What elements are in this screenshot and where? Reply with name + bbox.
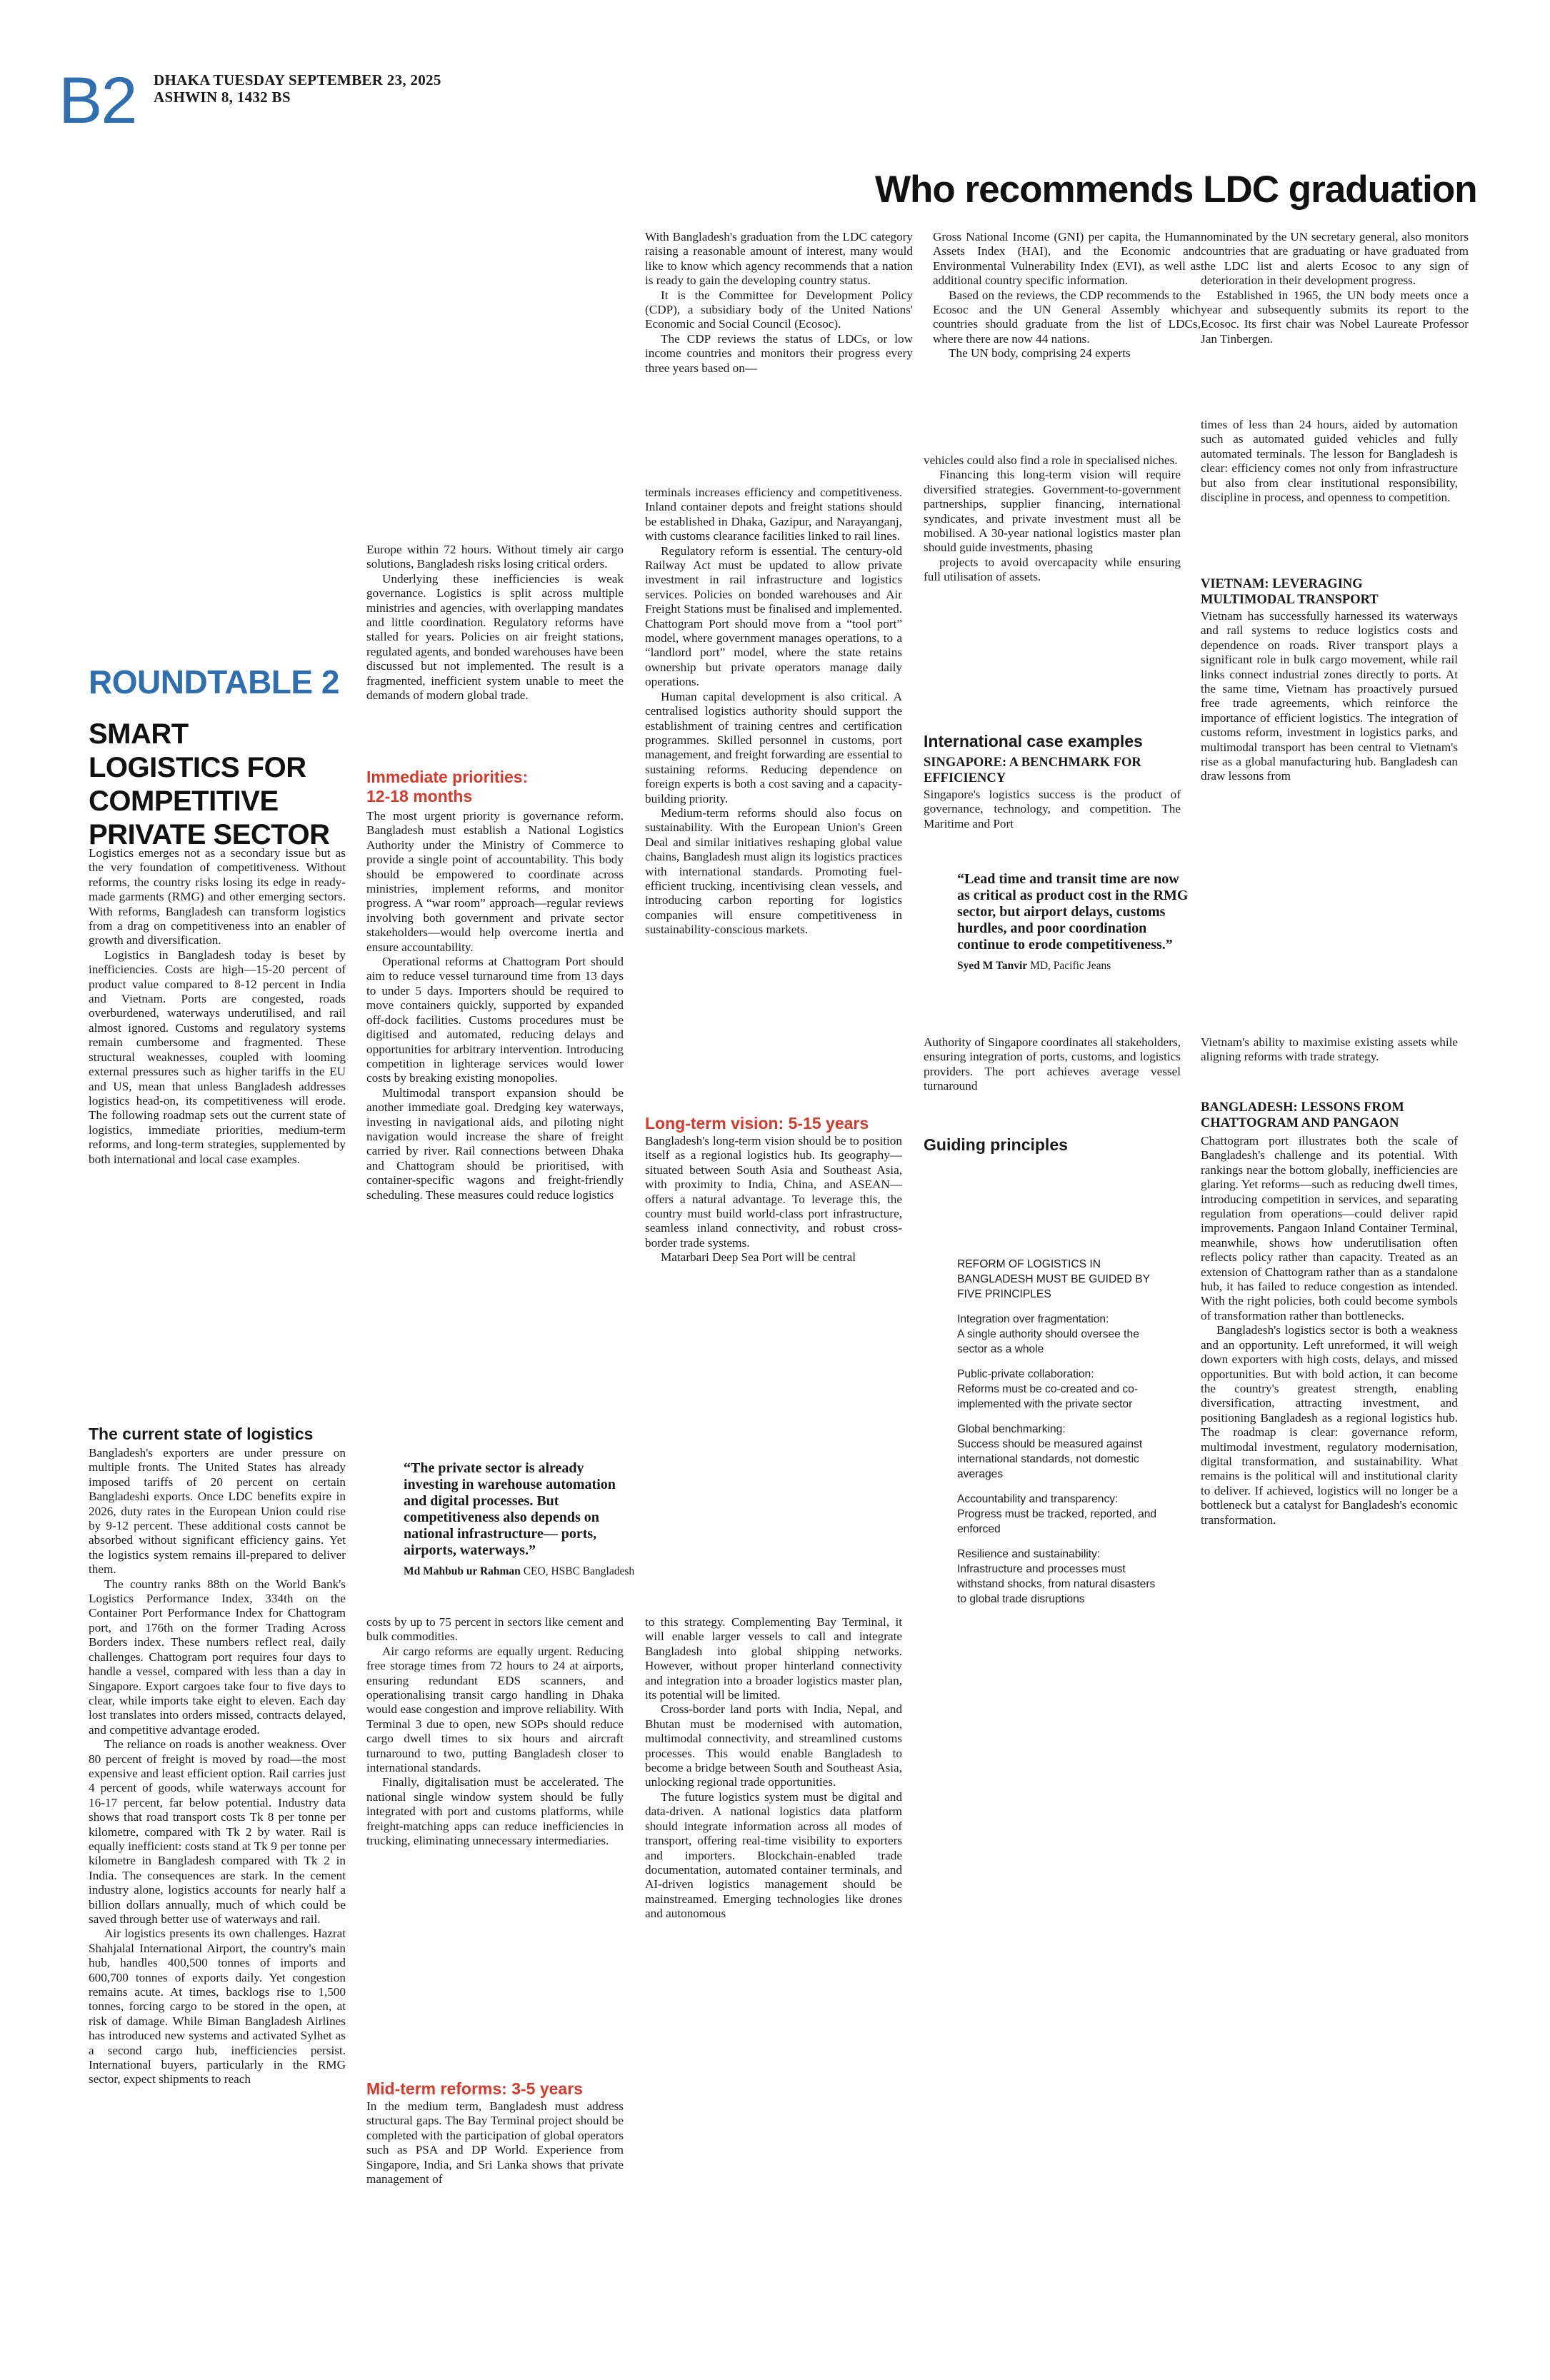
- principles-box: [957, 1257, 1164, 1617]
- principle-text: Success should be measured against international standards, not domestic averages: [957, 1438, 1143, 1480]
- midterm-text: [366, 2099, 624, 2186]
- story-col2-top: [366, 543, 624, 703]
- paragraph: Finally, digitalisation must be accelerated. The national single window system should be fully integrated with port and customs platforms, while freight-matching apps can reduce inefficiencies in trucking, eliminating unnecessary intermediaries.: [366, 1775, 624, 1848]
- paragraph: Air cargo reforms are equally urgent. Reducing free storage times from 72 hours to 24 at airports, ensuring redundant EDS scanners, and operationalising transit cargo handling in Dhaka would ease congestion and improve reliability. With Terminal 3 due to open, new SOPs should reduce cargo dwell times to six hours and aircraft turnaround to two, putting Bangladesh closer to international standards.: [366, 1644, 624, 1775]
- section-heading-longterm: Long-term vision: 5-15 years: [645, 1114, 869, 1133]
- paragraph: Europe within 72 hours. Without timely air cargo solutions, Bangladesh risks losing critical orders.: [366, 543, 624, 571]
- quote-attribution: [404, 1565, 639, 1579]
- current-state-text: [89, 1446, 346, 2087]
- paragraph: The future logistics system must be digital and data-driven. A national logistics data platform should integrate information across all modes of transport, offering real-time visibility to exporters and importers. Blockchain-enabled trade documentation, automated container terminals, and AI-driven logistics management should be mainstreamed. Emerging technologies like drones and autonomous: [645, 1789, 902, 1921]
- paragraph: Medium-term reforms should also focus on sustainability. With the European Union's Green Deal and similar initiatives reshaping global value chains, Bangladesh must align its logistics practices with international standards. Promoting fuel-efficient trucking, incentivising clean vessels, and introducing carbon reporting for logistics companies will ensure competitiveness in sustainability-conscious markets.: [645, 805, 902, 937]
- principle-label: Accountability and transparency:: [957, 1493, 1119, 1505]
- subheading-vietnam: VIETNAM: LEVERAGING MULTIMODAL TRANSPORT: [1201, 577, 1379, 607]
- paragraph: nominated by the UN secretary general, also monitors countries that are graduating or have graduated from the LDC list and alerts Ecosoc to any sign of deterioration in their development progress.: [1201, 230, 1469, 288]
- section-heading-immediate: [366, 768, 624, 806]
- vietnam-text: [1201, 609, 1458, 784]
- story-col5-top: [1201, 418, 1458, 505]
- dateline: [154, 71, 441, 106]
- immediate-text: [366, 809, 624, 1202]
- principles-title: REFORM OF LOGISTICS IN BANGLADESH MUST BE GUIDED BY FIVE PRINCIPLES: [957, 1258, 1150, 1300]
- principle-label: Global benchmarking:: [957, 1423, 1066, 1435]
- story-intro: [89, 846, 346, 1167]
- paragraph: Multimodal transport expansion should be another immediate goal. Dredging key waterways, investing in navigational aids, and piloting night navigation would increase the share of freight carried by river. Rail connections between Dhaka and Chattogram should be prioritised, with container-specific wagons and freight-friendly scheduling. These measures could reduce logistics: [366, 1085, 624, 1202]
- section-heading-midterm: Mid-term reforms: 3-5 years: [366, 2079, 583, 2098]
- paragraph: Operational reforms at Chattogram Port should aim to reduce vessel turnaround time from 13 days to under 5 days. Importers should be required to move containers quickly, supported by expanded off-dock facilities. Customs procedures must be digitised and automated, reducing delays and opportunities for arbitrary intervention. Introducing competition in lighterage services would lower costs by breaking existing monopolies.: [366, 955, 624, 1085]
- story-col5-mid: [1201, 1035, 1458, 1065]
- paragraph: The UN body, comprising 24 experts: [949, 346, 1131, 361]
- quote-text: “The private sector is already investing in warehouse automation and digital processes. But competitiveness also depends on national infrastructure— ports, airports, waterways.”: [404, 1460, 616, 1558]
- section-heading-guiding: Guiding principles: [924, 1135, 1068, 1154]
- quote-name: Md Mahbub ur Rahman: [404, 1565, 521, 1577]
- paragraph: Human capital development is also critical. A centralised logistics authority should support the establishment of training centres and certification programmes. Skilled personnel in customs, port management, and freight forwarding are essential to sustaining reforms. Reducing dependence on foreign experts is both a cost saving and a capacity-building priority.: [645, 689, 902, 805]
- paragraph: The CDP reviews the status of LDCs, or low income countries and monitors their progress every three years based on—: [645, 331, 913, 375]
- principle-label: Integration over fragmentation:: [957, 1313, 1109, 1325]
- paragraph: Bangladesh's long-term vision should be to position itself as a regional logistics hub. Its geography—situated between South Asia and Southeast Asia, with proximity to India, China, and ASEAN—offers a natural advantage. To leverage this, the country must build world-class port infrastructure, seamless inland connectivity, and robust cross-border trade systems.: [645, 1134, 902, 1250]
- heading-line: Immediate priorities:: [366, 768, 529, 786]
- singapore-text: [924, 788, 1181, 831]
- paragraph: costs by up to 75 percent in sectors like cement and bulk commodities.: [366, 1615, 624, 1644]
- story-col4-top: [924, 453, 1181, 585]
- paragraph: In the medium term, Bangladesh must address structural gaps. The Bay Terminal project should be completed with the participation of global operators such as PSA and DP World. Experience from Singapore, India, and Sri Lanka shows that private management of: [366, 2099, 624, 2186]
- quote-role: CEO, HSBC Bangladesh: [520, 1565, 635, 1577]
- paragraph: Bangladesh's logistics sector is both a weakness and an opportunity. Left unreformed, it will weigh down exporters with high costs, delays, and missed opportunities. But with bold action, it can become the country's greatest strength, enabling diversification, attracting investment, and positioning Bangladesh as a regional logistics hub. The roadmap is clear: governance reform, multimodal investment, regulatory modernisation, digital transformation, and sustainability. What remains is the political will and institutional clarity to deliver. If achieved, logistics will no longer be a bottleneck but a catalyst for Bangladesh's economic transformation.: [1201, 1323, 1458, 1527]
- sidebar-story-headline: Who recommends LDC graduation: [875, 169, 1477, 211]
- paragraph: times of less than 24 hours, aided by automation such as automated guided vehicles and fully automated terminals. The lesson for Bangladesh is clear: efficiency comes not only from infrastructure but also from clear institutional responsibility, discipline in process, and openness to competition.: [1201, 418, 1458, 505]
- story-kicker: ROUNDTABLE 2: [89, 663, 339, 701]
- heading-line: 12-18 months: [366, 787, 473, 805]
- date-bengali: ASHWIN 8, 1432 BS: [154, 89, 291, 106]
- section-heading-current-state: The current state of logistics: [89, 1425, 314, 1443]
- paragraph: It is the Committee for Development Policy (CDP), a subsidiary body of the United Nations' Economic and Social Council (Ecosoc).: [645, 288, 913, 331]
- paragraph: The most urgent priority is governance reform. Bangladesh must establish a National Logistics Authority under the Ministry of Commerce to provide a single point of accountability. This body should be empowered to coordinate across ministries, implement reforms, and monitor progress. A “war room” approach—regular reviews involving both government and private sector stakeholders—would help overcome inertia and ensure accountability.: [366, 809, 624, 954]
- paragraph: Financing this long-term vision will require diversified strategies. Government-to-government partnerships, supplier financing, international syndicates, and private investment must all be mobilised. A 30-year national logistics master plan should guide investments, phasing: [924, 468, 1181, 555]
- quote-name: Syed M Tanvir: [957, 960, 1028, 972]
- sidebar-story-col2: [933, 230, 1201, 361]
- paragraph: With Bangladesh's graduation from the LDC category raising a reasonable amount of interest, many would like to know which agency recommends that a nation is ready to gain the developing country status.: [645, 230, 913, 288]
- paragraph: Cross-border land ports with India, Nepal, and Bhutan must be modernised with automation, multimodal connectivity, and streamlined customs processes. This would enable Bangladesh to become a bridge between South and Southeast Asia, unlocking regional trade opportunities.: [645, 1702, 902, 1789]
- longterm-text: [645, 1134, 902, 1265]
- story-headline: SMART LOGISTICS FOR COMPETITIVE PRIVATE SECTOR: [89, 718, 330, 850]
- paragraph: Regulatory reform is essential. The century-old Railway Act must be updated to allow private investment in rail infrastructure and logistics services. Policies on bonded warehouses and Air Freight Stations must be finalised and implemented. Chattogram Port should move from a “tool port” model, where government manages operations, to a “landlord port” model, where the state retains ownership but private operators manage daily operations.: [645, 543, 902, 689]
- subheading-singapore: SINGAPORE: A BENCHMARK FOR EFFICIENCY: [924, 755, 1141, 785]
- principle-text: Infrastructure and processes must withstand shocks, from natural disasters to global trade disruptions: [957, 1563, 1156, 1605]
- principle-item: [957, 1422, 1164, 1482]
- subheading-bangladesh: BANGLADESH: LESSONS FROM CHATTOGRAM AND PANGAON: [1201, 1100, 1404, 1130]
- quote-attribution: [957, 959, 1193, 973]
- quote-text: “Lead time and transit time are now as critical as product cost in the RMG sector, but airport delays, customs hurdles, and poor coordination continue to erode competitiveness.”: [957, 871, 1189, 953]
- page-number: B2: [59, 64, 136, 137]
- pull-quote-2: [957, 871, 1193, 973]
- paragraph: Bangladesh's exporters are under pressure on multiple fronts. The United States has already imposed tariffs of 20 percent on certain Bangladeshi exports. Once LDC benefits expire in 2026, duty rates in the European Union could rise by 9-12 percent. These additional costs cannot be absorbed without significant efficiency gains. Yet the logistics system remains ill-prepared to deliver them.: [89, 1446, 346, 1577]
- paragraph: Matarbari Deep Sea Port will be central: [661, 1250, 856, 1265]
- paragraph: Underlying these inefficiencies is weak governance. Logistics is split across multiple ministries and agencies, with overlapping mandates and little coordination. Regulatory reforms have stalled for years. Policies on air freight stations, regulated agents, and bonded warehouses have been discussed but not implemented. The result is a fragmented, inefficient system unable to meet the demands of modern global trade.: [366, 571, 624, 703]
- paragraph: Vietnam has successfully harnessed its waterways and rail systems to reduce logistics costs and dependence on roads. River transport plays a significant role in bulk cargo movement, while rail links connect industrial zones directly to ports. At the same time, Vietnam has proactively pursued free trade agreements, which reinforce the importance of efficient logistics. The integration of customs reform, investment in logistics parks, and multimodal transport has been central to Vietnam's rise as a global manufacturing hub. Bangladesh can draw lessons from: [1201, 609, 1458, 783]
- paragraph: Singapore's logistics success is the product of governance, technology, and competition. The Maritime and Port: [924, 788, 1181, 830]
- paragraph: Air logistics presents its own challenges. Hazrat Shahjalal International Airport, the country's main hub, handles 400,500 tonnes of imports and 600,700 tonnes of exports daily. Yet congestion remains acute. At times, backlogs rise to 1,500 tonnes, forcing cargo to be stored in the open, at risk of damage. While Biman Bangladesh Airlines has introduced new systems and activated Sylhet as a second cargo hub, inefficiencies persist. International buyers, particularly in the RMG sector, expect shipments to reach: [89, 1927, 346, 2087]
- principle-text: A single authority should oversee the sector as a whole: [957, 1328, 1139, 1355]
- paragraph: to this strategy. Complementing Bay Terminal, it will enable larger vessels to call and integrate Bangladesh into global shipping networks. However, without proper hinterland connectivity and integration into a broader logistics master plan, its potential will be limited.: [645, 1615, 902, 1702]
- sidebar-story-col1: [645, 230, 913, 376]
- paragraph: vehicles could also find a role in specialised niches.: [924, 453, 1178, 467]
- story-col3-top: [645, 486, 902, 938]
- paragraph: Logistics in Bangladesh today is beset by inefficiencies. Costs are high—15-20 percent of product value compared to 8-12 percent in India and Vietnam. Ports are congested, roads overburdened, waterways underutilised, and rail almost ignored. Customs and regulatory systems remain cumbersome and fragmented. These structural weaknesses, coupled with looming external pressures such as higher tariffs in the EU and US, mean that unless Bangladesh addresses logistics head-on, its competitiveness will erode. The following roadmap sets out the current state of logistics, immediate priorities, medium-term reforms, and long-term strategies, supplemented by both international and local case examples.: [89, 948, 346, 1166]
- paragraph: Chattogram port illustrates both the scale of Bangladesh's challenge and its potential. With rankings near the bottom globally, inefficiencies are glaring. Yet reforms—such as reducing dwell times, introducing competition in services, and separating regulation from operations—could deliver rapid improvements. Pangaon Inland Container Terminal, meanwhile, shows how underutilisation often reflects policy rather than capacity. Treated as an extension of Chattogram rather than as a standalone hub, it has failed to reduce congestion as intended. With the right policies, both could become symbols of transformation rather than bottlenecks.: [1201, 1134, 1458, 1322]
- paragraph: Vietnam's ability to maximise existing assets while aligning reforms with trade strategy.: [1201, 1035, 1458, 1064]
- bangladesh-text: [1201, 1134, 1458, 1527]
- paragraph: Authority of Singapore coordinates all stakeholders, ensuring integration of ports, customs, and logistics providers. The port achieves average vessel turnaround: [924, 1035, 1181, 1093]
- principle-item: [957, 1367, 1164, 1412]
- paragraph: terminals increases efficiency and competitiveness. Inland container depots and freight stations should be established in Dhaka, Gazipur, and Narayanganj, with customs clearance facilities linked to rail lines.: [645, 486, 902, 543]
- paragraph: The reliance on roads is another weakness. Over 80 percent of freight is moved by road—the most expensive and least efficient option. Rail carries just 4 percent of goods, while waterways account for 16-17 percent, far below potential. Industry data shows that road transport costs Tk 8 per tonne per kilometre, compared with Tk 2 by water. Rail is equally inefficient: costs stand at Tk 9 per tonne per kilometre in Bangladesh compared with Tk 2 in India. The consequences are stark. In the cement industry alone, logistics accounts for nearly half a billion dollars annually, much of which could be saved through better use of waterways and rail.: [89, 1737, 346, 1926]
- paragraph: The country ranks 88th on the World Bank's Logistics Performance Index, 334th on the Container Port Performance Index for Chattogram port, and 176th on the former Trading Across Borders index. These numbers reflect real, daily challenges. Chattogram port requires four days to handle a vessel, compared with less than a day in Singapore. Export cargoes take four to five days to clear, while imports take eight to eleven. Each day lost translates into orders missed, contracts delayed, and competitive advantage eroded.: [89, 1577, 346, 1737]
- story-col3-bottom: [645, 1615, 902, 1922]
- paragraph: Gross National Income (GNI) per capita, the Human Assets Index (HAI), and the Economic and Environmental Vulnerability Index (EVI), as well as additional country specific information.: [933, 230, 1201, 288]
- principle-item: [957, 1492, 1164, 1537]
- quote-role: MD, Pacific Jeans: [1027, 960, 1111, 972]
- principle-text: Progress must be tracked, reported, and enforced: [957, 1508, 1157, 1535]
- paragraph: Based on the reviews, the CDP recommends to the Ecosoc and the UN General Assembly which countries should graduate from the list of LDCs, where there are now 44 nations.: [933, 288, 1201, 346]
- paragraph: projects to avoid overcapacity while ensuring full utilisation of assets.: [924, 555, 1181, 584]
- principle-label: Public-private collaboration:: [957, 1368, 1094, 1380]
- principle-text: Reforms must be co-created and co-implemented with the private sector: [957, 1383, 1139, 1410]
- story-col2-bottom: [366, 1615, 624, 1849]
- story-col4-mid: [924, 1035, 1181, 1094]
- pull-quote-1: [404, 1460, 639, 1579]
- principle-item: [957, 1312, 1164, 1357]
- principle-label: Resilience and sustainability:: [957, 1548, 1101, 1560]
- date-gregorian: DHAKA TUESDAY SEPTEMBER 23, 2025: [154, 71, 441, 89]
- sidebar-story-col3: [1201, 230, 1469, 346]
- section-heading-international: International case examples: [924, 732, 1143, 750]
- paragraph: Logistics emerges not as a secondary issue but as the very foundation of competitiveness. Without reforms, the country risks losing its edge in ready-made garments (RMG) and other emerging sectors. With reforms, Bangladesh can transform logistics from a drag on competitiveness into an enabler of growth and diversification.: [89, 846, 346, 948]
- paragraph: Established in 1965, the UN body meets once a year and subsequently submits its report to the Ecosoc. Its first chair was Nobel Laureate Professor Jan Tinbergen.: [1201, 288, 1469, 346]
- principle-item: [957, 1547, 1164, 1607]
